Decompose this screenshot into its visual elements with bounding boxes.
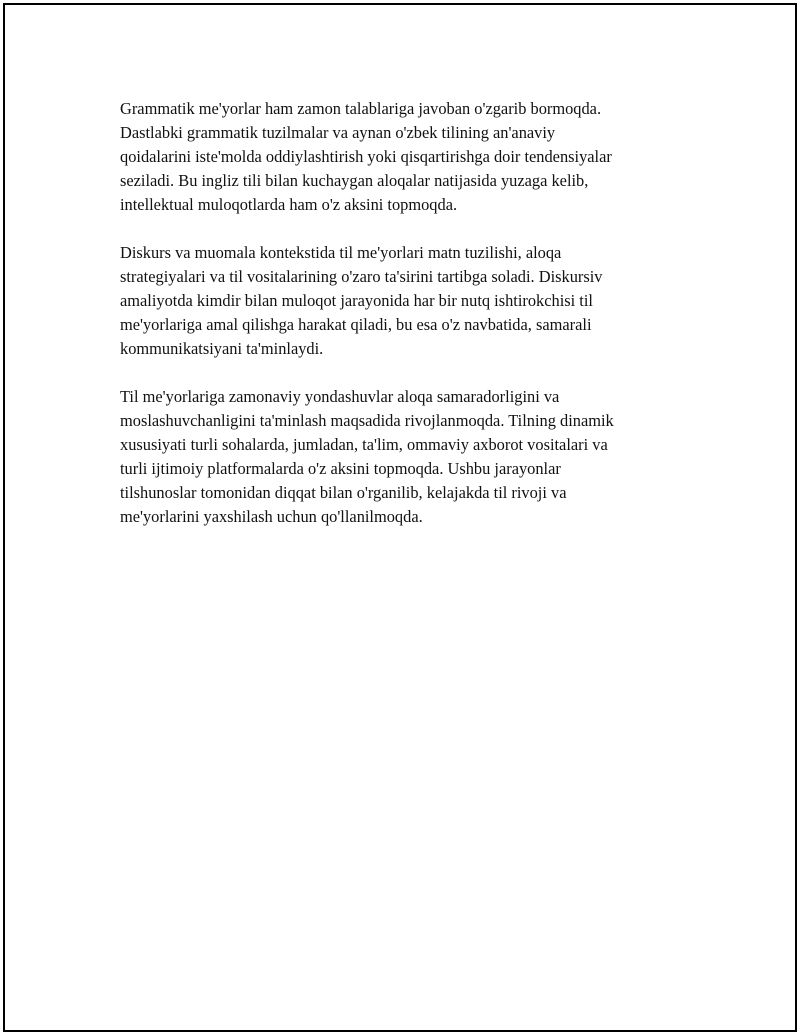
page-border bbox=[3, 3, 797, 1032]
paragraph-discourse-norms: Diskurs va muomala kontekstida til me'yorlari matn tuzilishi, aloqa strategiyalari va til vositalarining o'zaro ta'sirini tartibga soladi. Diskursiv amaliyotda kimdir bilan muloqot jarayonida har bir nutq ishtirokchisi til me'yorlariga amal qilishga harakat qiladi, bu esa o'z navbatida, samarali kommunikatsiyani ta'minlaydi. bbox=[120, 243, 603, 358]
document-body bbox=[120, 97, 680, 553]
paragraph-grammar-norms: Grammatik me'yorlar ham zamon talablariga javoban o'zgarib bormoqda. Dastlabki grammatik tuzilmalar va aynan o'zbek tilining an'anaviy qoidalarini iste'molda oddiylashtirish yoki qisqartirishga doir tendensiyalar seziladi. Bu ingliz tili bilan kuchaygan aloqalar natijasida yuzaga kelib, intellektual muloqotlarda ham o'z aksini topmoqda. bbox=[120, 99, 612, 214]
paragraph-modern-approaches: Til me'yorlariga zamonaviy yondashuvlar aloqa samaradorligini va moslashuvchanligini ta'minlash maqsadida rivojlanmoqda. Tilning dinamik xususiyati turli sohalarda, jumladan, ta'lim, ommaviy axborot vositalari va turli ijtimoiy platformalarda o'z aksini topmoqda. Ushbu jarayonlar tilshunoslar tomonidan diqqat bilan o'rganilib, kelajakda til rivoji va me'yorlarini yaxshilash uchun qo'llanilmoqda. bbox=[120, 387, 614, 526]
